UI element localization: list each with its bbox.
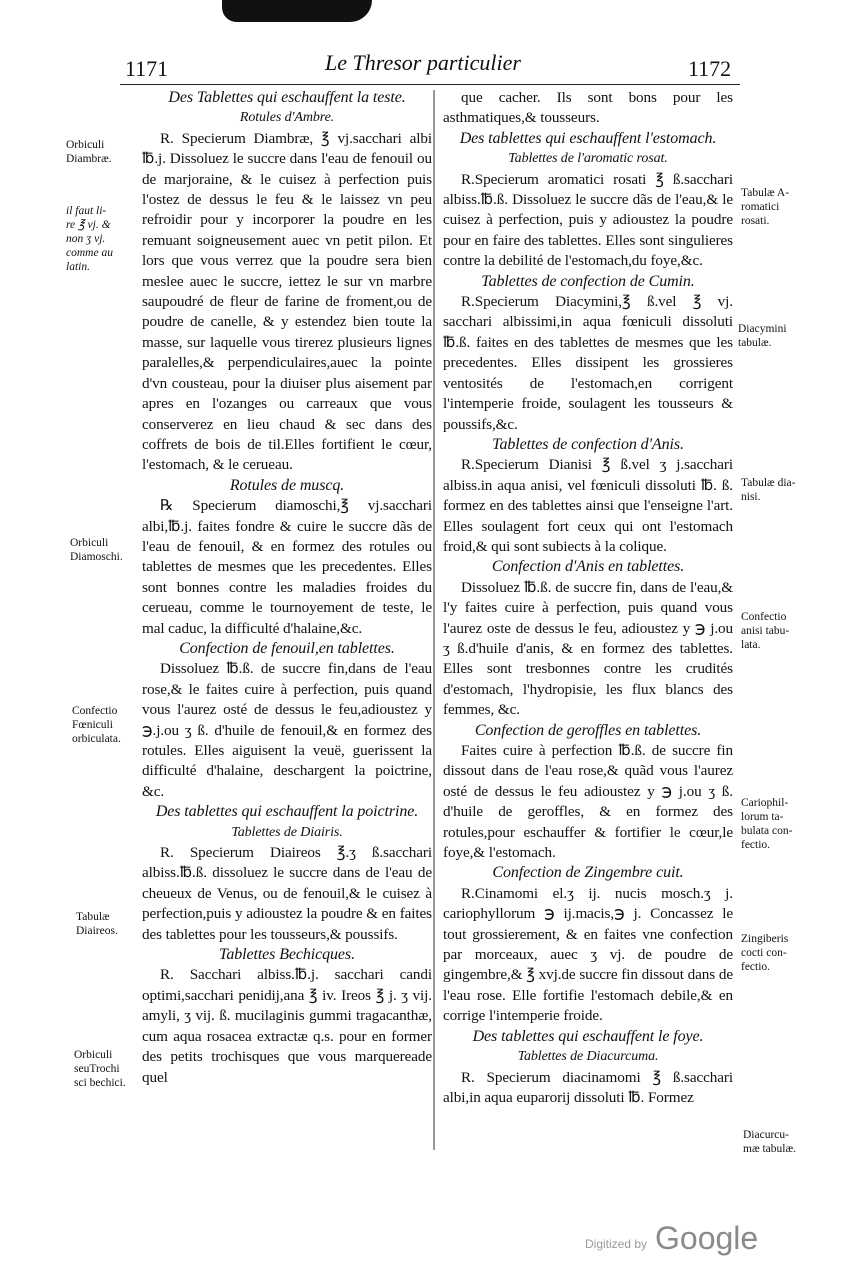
paragraph: Dissoluez ℔.ß. de succre fin, dans de l'eau,& l'y faites cuire à perfection, puis quand vous l'aurez oste de dessus le feu, adioustez y ℈ j.ou ʒ ß.d'huile d'anis, & en formez des tablettes. Elles sont tresbonnes contre les crudités d'estomach, l'hydropisie, les flux blancs des femmes, &c.	[443, 578, 733, 719]
left-column	[142, 88, 432, 1088]
margin-note-left: il faut li- re ℥ vj. & non ʒ vj. comme au latin.	[66, 205, 113, 273]
header-rule	[120, 84, 740, 85]
section-heading: Confection d'Anis en tablettes.	[491, 558, 685, 576]
paragraph: R.Specierum Dianisi ℥ ß.vel ʒ j.sacchari albiss.in aqua anisi, vel fœniculi dissoluti ℔. ß. formez en des tablettes ainsi que l'enseigne l'art. Elles soulagent fort ceux qui ont l'estomach froid,& qui sont subiects à la colique.	[443, 456, 733, 555]
paragraph: Faites cuire à perfection ℔.ß. de succre fin dissout dans de l'eau rose,& quãd vous l'aurez osté de dessus le feu adioustez y ℈ j.ou ʒ ß. d'huile de geroffles, & en formez des rotules,pour eschauffer & fortifier le cœur,le foye,& l'estomach.	[443, 742, 733, 862]
ink-blot	[222, 0, 372, 22]
margin-note-right: Diacurcu- mæ tabulæ.	[743, 1129, 797, 1155]
margin-note-left: Orbiculi Diambræ.	[66, 139, 112, 165]
paragraph: R.Cinamomi el.ʒ ij. nucis mosch.ʒ j. cariophyllorum ℈ ij.macis,℈ j. Concassez le tout grossierement, & en faites vne confection par morceaux, auec ʒ vj. de poudre de gingembre,& ℥ xvj.de succre fin dissout dans de l'eau rose. Elle fortifie l'estomach debile,& en corrige l'intemperie froide.	[443, 884, 733, 1025]
paragraph: R.Specierum aromatici rosati ℥ ß.sacchari albiss.℔.ß. Dissoluez le succre dãs de l'eau,& le cuisez à perfection, puis y adioustez la poudre pour en faire des tablettes. Elles sont singulieres contre la debilité de l'estomach,du foye,&c.	[443, 170, 733, 270]
column-divider	[433, 90, 435, 1150]
google-logo: Google	[655, 1220, 759, 1256]
section-heading: Des tablettes qui eschauffent la poictrine.	[155, 803, 419, 821]
section-heading: Tablettes de confection de Cumin.	[481, 272, 695, 290]
section-heading: Tablettes de confection d'Anis.	[492, 435, 684, 453]
paragraph: que cacher. Ils sont bons pour les asthmatiques,& tousseurs.	[443, 89, 733, 127]
paragraph: R. Specierum diacinamomi ℥ ß.sacchari albi,in aqua euparorij dissoluti ℔. Formez	[443, 1068, 733, 1106]
subheading: Tablettes de l'aromatic rosat.	[508, 151, 668, 167]
paragraph: R. Sacchari albiss.℔.j. sacchari candi optimi,sacchari penidij,ana ℥ iv. Ireos ℥ j. ʒ vij. amyli, ʒ vij. ß. mucilaginis gummi tragacanthæ, cum aqua rosacea extractæ q.s. pour en former des petits trochisques que vous marquereade quel	[142, 966, 432, 1086]
margin-note-right: Zingiberis cocti con- fectio.	[741, 933, 789, 973]
margin-note-right: Cariophil- lorum ta- bulata con- fectio.	[741, 797, 793, 851]
running-title: Le Thresor particulier	[325, 50, 521, 75]
page-number-right: 1172	[688, 56, 732, 81]
margin-note-left: Tabulæ Diaireos.	[76, 911, 118, 937]
section-heading: Tablettes Bechicques.	[219, 946, 355, 964]
margin-note-right: Confectio anisi tabu- lata.	[741, 611, 790, 651]
subheading: Tablettes de Diairis.	[231, 824, 343, 840]
paragraph: R. Specierum Diambræ, ℥ vj.sacchari albi ℔.j. Dissoluez le succre dans l'eau de fenouil ou de marjoraine, & le cuisez à perfection puis l'ostez de dessus le feu & le laissez vn peu refroidir pour y incorporer la poudre en les remuant soigneusement auec vn petit pilon. Et lors que vous verrez que la poudre sera bien meslee auec le succre, iettez le sur vn marbre saupoudré de fleur de farine de froment,ou de poudre de canelle, & y estendez bien toute la masse, sur laquelle vous tirerez plusieurs lignes paralelles,& perpendiculaires,auec la pointe d'vn cousteau, pour la diuiser plus aisement par apres en l'ozanges ou carreaux que vous conserverez en lieu chaud & sec dans des coffrets de bois de til.Elles fortifient le cœur, l'estomach, & le cerueau.	[142, 129, 432, 474]
section-heading: Des Tablettes qui eschauffent la teste.	[168, 89, 406, 106]
margin-note-right: Diacymini tabulæ.	[738, 323, 787, 349]
subheading: Rotules d'Ambre.	[239, 110, 335, 126]
margin-note-right: Tabulæ A- romatici rosati.	[741, 187, 790, 227]
margin-note-left: Orbiculi seuTrochi sci bechici.	[74, 1049, 126, 1089]
subheading: Tablettes de Diacurcuma.	[517, 1049, 659, 1065]
section-heading: Des tablettes qui eschauffent l'estomach.	[459, 129, 717, 147]
section-heading: Confection de fenouil,en tablettes.	[179, 639, 395, 657]
margin-note-right: Tabulæ dia- nisi.	[741, 477, 796, 503]
margin-note-left: Confectio Fœniculi orbiculata.	[72, 705, 121, 745]
section-heading: Des tablettes qui eschauffent le foye.	[472, 1027, 704, 1045]
section-heading: Confection de geroffles en tablettes.	[474, 721, 702, 739]
section-heading: Confection de Zingembre cuit.	[492, 864, 684, 882]
section-heading: Rotules de muscq.	[229, 476, 345, 494]
paragraph: R. Specierum Diaireos ℥.ʒ ß.sacchari albiss.℔.ß. dissoluez le succre dans de l'eau de cheueux de Venus, ou de fenouil,& le cuisez à perfection,puis y adioustez la poudre & en faites des tablettes pour les tousseurs,& poussifs.	[142, 844, 432, 943]
margin-note-left: Orbiculi Diamoschi.	[70, 537, 123, 563]
page-number-left: 1171	[125, 56, 169, 81]
digitized-by-text: Digitized by	[585, 1237, 648, 1251]
right-column	[443, 88, 733, 1108]
paragraph: R.Specierum Diacymini,℥ ß.vel ℥ vj. sacchari albissimi,in aqua fœniculi dissoluti ℔.ß. faites en des tablettes de mesmes que les precedentes. Elles dissipent les grossieres ventosités de l'estomach,en corrigent l'intemperie froide, soulagent les tousseurs & poussifs,&c.	[443, 293, 733, 433]
paragraph: ℞ Specierum diamoschi,℥ vj.sacchari albi,℔.j. faites fondre & cuire le succre dãs de l'eau de fenouil, & en formez des rotules ou tablettes de mesmes que les precedentes. Elles sont bonnes contre les maladies froides du cerueau, comme le tournoyement de teste, le mal caduc, la difficulté d'halaine,&c.	[142, 497, 432, 637]
paragraph: Dissoluez ℔.ß. de succre fin,dans de l'eau rose,& le faites cuire à perfection, puis quand vous l'aurez osté de dessus le feu,adioustez y ℈.j.ou ʒ ß. d'huile de fenouil,& en formez des rotules. Elles aiguisent la veuë, guerissent la difficulté d'halaine, deschargent la poictrine, &c.	[142, 660, 432, 800]
